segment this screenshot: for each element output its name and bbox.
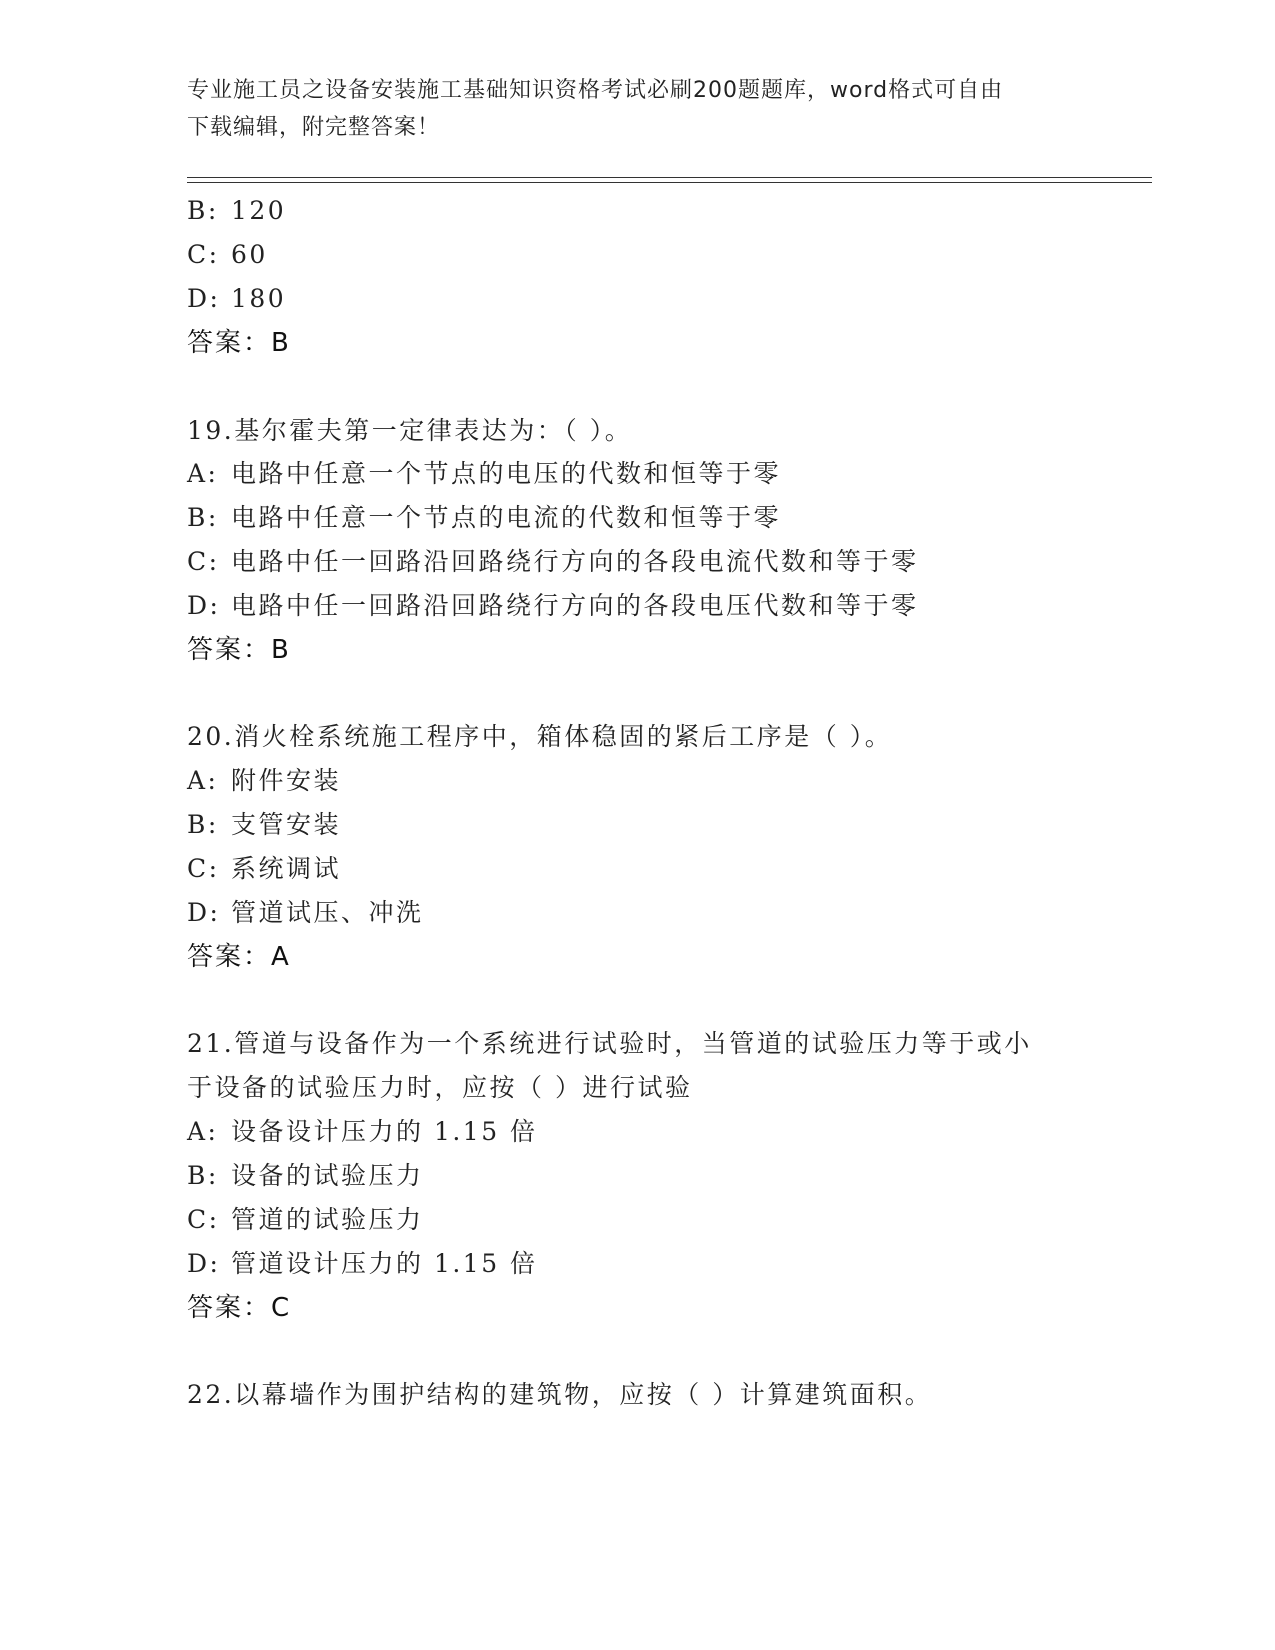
q21-option-a: A: 设备设计压力的 1.15 倍	[187, 1117, 538, 1146]
q19-option-d: D: 电路中任一回路沿回路绕行方向的各段电压代数和等于零	[187, 591, 919, 620]
q20-answer: 答案：A	[187, 942, 291, 972]
document-header	[187, 72, 1067, 146]
q19-option-a: A: 电路中任意一个节点的电压的代数和恒等于零	[187, 459, 782, 488]
q18-option-b: B: 120	[187, 196, 287, 225]
q20-option-a: A: 附件安装	[187, 766, 342, 795]
header-divider-top	[187, 177, 1152, 178]
q21-stem-line-2: 于设备的试验压力时，应按（ ）进行试验	[187, 1073, 693, 1102]
q21-answer: 答案：C	[187, 1293, 292, 1323]
q21-option-b: B: 设备的试验压力	[187, 1161, 424, 1190]
header-line-1: 专业施工员之设备安装施工基础知识资格考试必刷200题题库，word格式可自由	[187, 78, 1004, 103]
q20-option-b: B: 支管安装	[187, 810, 342, 839]
q19-stem: 19.基尔霍夫第一定律表达为：（ ）。	[187, 416, 633, 445]
q18-option-c: C: 60	[187, 240, 268, 269]
q20-option-d: D: 管道试压、冲洗	[187, 898, 424, 927]
q21-option-c: C: 管道的试验压力	[187, 1205, 424, 1234]
q20-stem: 20.消火栓系统施工程序中，箱体稳固的紧后工序是（ ）。	[187, 722, 893, 751]
header-line-2: 下载编辑，附完整答案！	[187, 115, 441, 140]
q19-option-c: C: 电路中任一回路沿回路绕行方向的各段电流代数和等于零	[187, 547, 919, 576]
q18-answer: 答案：B	[187, 328, 291, 358]
q21-option-d: D: 管道设计压力的 1.15 倍	[187, 1249, 538, 1278]
q21-stem-line-1: 21.管道与设备作为一个系统进行试验时，当管道的试验压力等于或小	[187, 1029, 1032, 1058]
q19-option-b: B: 电路中任意一个节点的电流的代数和恒等于零	[187, 503, 782, 532]
q20-option-c: C: 系统调试	[187, 854, 342, 883]
q18-option-d: D: 180	[187, 284, 287, 313]
q22-stem: 22.以幕墙作为围护结构的建筑物，应按（ ）计算建筑面积。	[187, 1380, 933, 1409]
q19-answer: 答案：B	[187, 635, 291, 665]
header-divider-bottom	[187, 182, 1152, 183]
